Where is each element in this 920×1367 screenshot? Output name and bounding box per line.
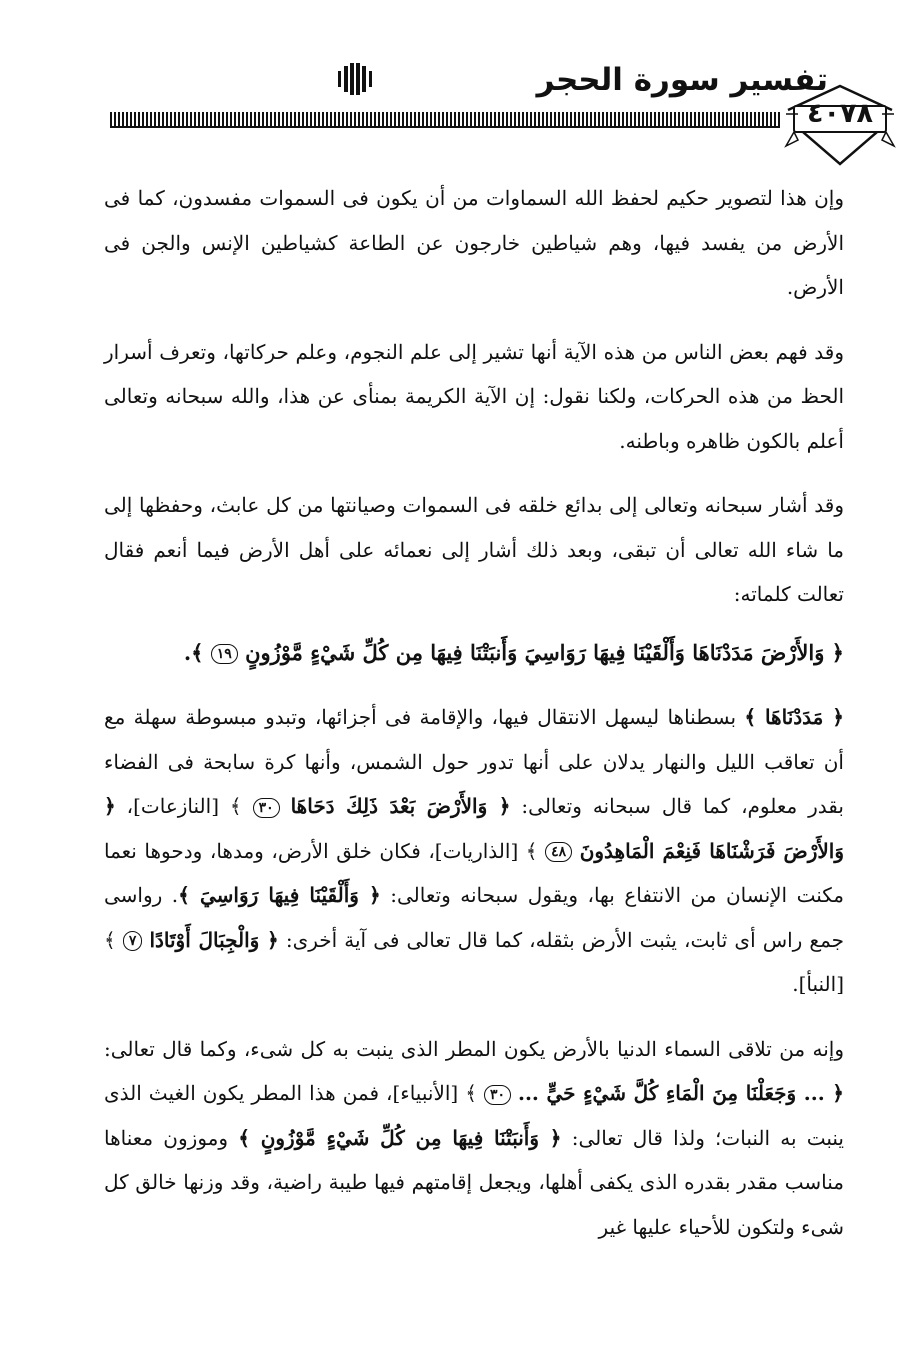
quote: ﴿ وَالأَرْضَ بَعْدَ ذَلِكَ دَحَاهَا — [290, 794, 511, 818]
paragraph-2: وقد فهم بعض الناس من هذه الآية أنها تشير إلى علم النجوم، وعلم حركاتها، وتعرف أسرار الحظ من هذه الحركات، ولكنا نقول: إن الآية الكريمة بمنأى عن هذا، والله سبحانه وتعالى أعلم بالكون ظاهره وباطنه. — [104, 339, 844, 453]
verse-number: ٣٠ — [253, 798, 280, 818]
ornament-icon — [318, 60, 390, 100]
quran-verse — [104, 631, 844, 676]
text-run: ﴾ [الذاريات]، فكان خلق الأرض، ومدها، ودحوها نعما مكنت الإنسان من الانتفاع بها، ويقول سبحانه وتعالى: — [104, 838, 845, 907]
text-run: وموزون معناها مناسب مقدر بقدره الذى يكفى أهلها، ويجعل إقامتهم فيها طيبة راضية، وقد وزنها خالق كل شىء ولتكون للأحياء عليها غير — [104, 1125, 844, 1239]
verse-number: ٣٠ — [484, 1085, 511, 1105]
header-rule — [110, 112, 780, 126]
quote: ﴿ وَالْجِبَالَ أَوْتَادًا — [149, 927, 279, 952]
paragraph-3: وقد أشار سبحانه وتعالى إلى بدائع خلقه فى السموات وصيانتها من كل عابث، وحفظها إلى ما شاء الله تعالى أن تبقى، وبعد ذلك أشار إلى نعمائه على أهل الأرض فيما أنعم فقال تعالت كلماته: — [104, 493, 844, 606]
page-header — [0, 0, 920, 175]
verse-open-bracket: ﴿ — [824, 639, 844, 665]
paragraph-5 — [104, 1027, 844, 1250]
verse-number: ٧ — [123, 931, 143, 951]
running-title: تفسير سورة الحجر — [536, 62, 828, 98]
text-run: بسطناها ليسهل الانتقال فيها، والإقامة فى أجزائها، وتبدو مبسوطة سهلة مع أن تعاقب الليل والنهار يدلان على أنها تدور حول الشمس، وأنها كرة سابحة فى الفضاء بقدر معلوم، كما قال سبحانه وتعالى: — [104, 705, 844, 818]
quote: ﴿ وَالأَرْضَ فَرَشْنَاهَا فَنِعْمَ الْمَاهِدُونَ — [104, 794, 844, 863]
page-number: ٤٠٧٨ — [807, 98, 873, 129]
text-run: ﴾ [النبأ]. — [104, 927, 844, 996]
paragraph-4 — [104, 695, 844, 1007]
page-body — [104, 176, 844, 1269]
verse-number: ١٩ — [211, 644, 238, 664]
text-run: . رواسى جمع راس أى ثابت، يثبت الأرض بثقله، كما قال تعالى فى آية أخرى: — [104, 883, 844, 952]
verse-text: وَالأَرْضَ مَدَدْنَاهَا وَأَلْقَيْنَا فِيهَا رَوَاسِيَ وَأَنبَتْنَا فِيهَا مِن كُلِّ شَيْءٍ مَّوْزُونٍ — [245, 639, 825, 665]
text-run: ﴾ [النازعات]، — [115, 794, 253, 818]
quote: ﴿ ... وَجَعَلْنَا مِنَ الْمَاءِ كُلَّ شَيْءٍ حَيٍّ ... — [518, 1081, 844, 1105]
quote: ﴿ وَأَنبَتْنَا فِيهَا مِن كُلِّ شَيْءٍ مَّوْزُونٍ ﴾ — [238, 1125, 562, 1150]
paragraph-1: وإن هذا لتصوير حكيم لحفظ الله السماوات من أن يكون فى السموات مفسدون، كما فى الأرض من يفسد فيها، وهم شياطين خارجون عن الطاعة كشياطين الإنس والجن فى الأرض. — [104, 186, 844, 299]
text-run: وإنه من تلاقى السماء الدنيا بالأرض يكون المطر الذى ينبت به كل شىء، وكما قال تعالى: — [104, 1036, 844, 1061]
verse-number: ٤٨ — [545, 842, 572, 862]
quote: ﴿ مَدَدْنَاهَا ﴾ — [744, 705, 845, 729]
quote: ﴿ وَأَلْقَيْنَا فِيهَا رَوَاسِيَ ﴾ — [178, 883, 381, 907]
header-rule-base — [110, 126, 780, 128]
verse-close-bracket: ﴾. — [183, 639, 211, 665]
text-run: ﴾ [الأنبياء]، فمن هذا المطر يكون الغيث الذى ينبت به النبات؛ ولذا قال تعالى: — [104, 1081, 844, 1150]
